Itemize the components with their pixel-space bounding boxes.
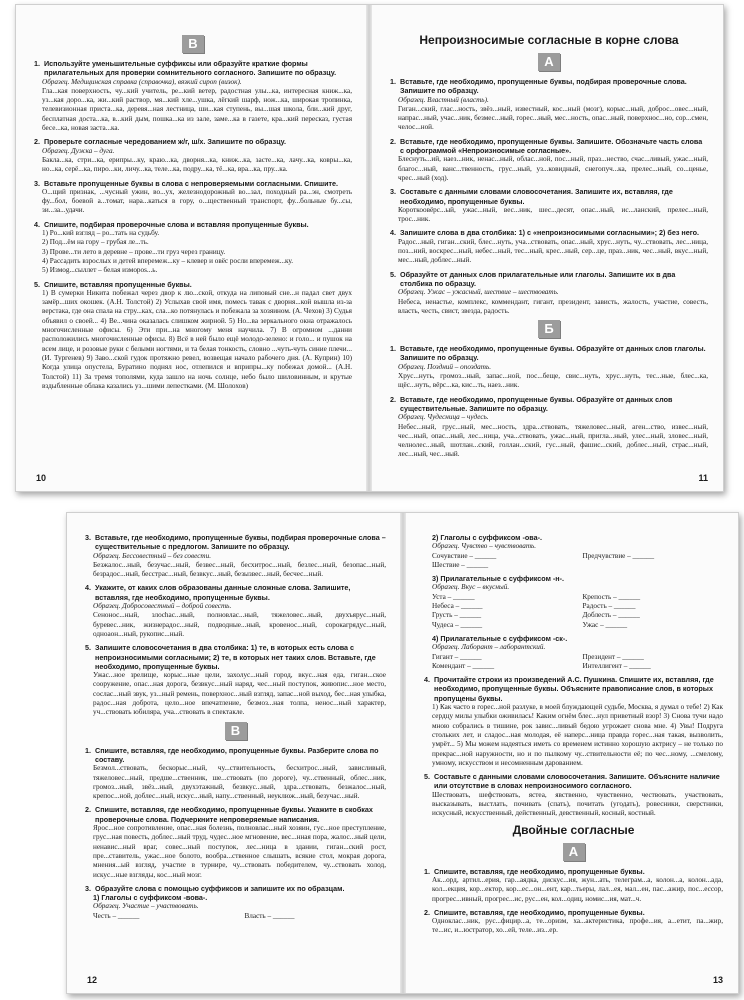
task-number: 2. [85,805,91,815]
suffix-group-4 [424,634,723,671]
task-sample: Образец. Дужка – дуга. [42,146,115,155]
task-instruction: Составьте с данными словами словосочетания. Запишите их, вставляя, где необходимо, пропущенные буквы. [400,187,673,206]
task-number: 4. [34,219,40,229]
list-item: 2) Под...ём на гору – грубая ле...ть. [42,238,149,247]
task-body: Безмол...ствовать, бескорыс...ный, чу...ствительность, бесхитрос...ный, зависливый, тяжеловес...ный, предше...ственник, ше...ствовать (по дороге), чу...ственный, облес...ник, громоз...ный, звёз...ный, двухэтажный, безвкус...ный, здра...ствовать, безжалос...ный, крепос...ной, доблес...ный, искус...ный, напу...ственный, неуклюж...ный, безучас...ный. [93,764,386,801]
fill-item: Грусть – ______ [432,611,482,620]
task-number: 3. [34,178,40,188]
task-body: Безжалос...ный, безучас...ный, безвес...ный, бесхитрос...ный, безлес...ный, безопас...ный, безрадос...ный, бесстрас...ный, безвкус...ный, безызвес...ный, бесчес...ный. [93,560,386,579]
list-item: 5) Измоg...сыллет – белая измороs...ь. [42,266,158,275]
task-sample: Образец. Доброcовестный – доброй совесть. [93,602,232,611]
fill-item: Радость – ______ [582,602,636,611]
fill-item: Уста – ______ [432,592,475,601]
task-instruction: Спишите, вставляя, где необходимо, пропущенные буквы. Укажите в скобках проверочные слова. Подчеркните непроверяемые написания. [95,805,373,824]
task-number: 1. [424,866,430,876]
task-1 [390,77,708,133]
task-b2 [390,395,708,460]
page-12 [67,513,400,993]
section-title: Двойные согласные [512,822,635,837]
task-body: Бакла...ка, стри...ка, ерипры...ку, краю...ка, дворня...ка, книж...ка, засте...ка, лачу...ка, ковры...ка, но...ка, серё...ка, пиро...ки, личу...ка, теле...ка, подру...ка, тё...ка, вра...ка, пру...ка. [42,155,352,174]
task-sample: Образец. Лаборант – лаборантский. [432,643,546,652]
page-11 [372,5,722,491]
fill-item: Чудеса – ______ [432,620,483,629]
task-instruction: Спишите, вставляя, где необходимо, пропущенные буквы. [434,907,645,917]
page-10-content [34,35,352,469]
task-body: Сенонос...ный, злоchас...ный, полновлас...ный, тяжеловес...ный, двухъярус...ный, буревес...ник, жизнерадос...ный, подводные...ный, кровенос...ный, сорокагрядус...ный, одноаон...ный, рукопис...ный. [93,611,386,638]
fill-item: Честь – ______ [93,911,140,920]
task-a2 [424,908,723,936]
task-body: Шествовать, шефствовать, ястеа, явственно, чувственно, чествовать, участвовать, высказывать, выстлать, почивать (спать), почитать (угодать), ровесники, сверстники, искусный, искусственный, действенный, девственный, косный, костный. [432,790,723,818]
task-number: 1. [390,344,396,354]
task-number: 3. [390,187,396,197]
task-instruction: Проверьте согласные чередованием ж/г, ш/х. Запишите по образцу. [44,137,286,147]
task-body: Ак...орд, артил...ерия, гар...аядка, дискус...ия, жун...ать, телеграм...а, колон...а, колон...ада, кол...екция, кор...ектор, кор...ес...он...ент, кар...тьеры, лал...ея, мал...ен, пас...ажир, пос...ессор, прогрес...ивный, прогрес...ис, рус...ен, кол...одиц, номис...ия, мат...ч. [432,875,723,903]
task-number: 2. [390,394,396,404]
task-number: 1. [85,745,91,755]
task-instruction: Образуйте слова с помощью суффиксов и запишите их по образцам. [95,883,345,893]
task-4 [85,583,386,639]
task-instruction: Используйте уменьшительные суффиксы или образуйте краткие формы прилагательных для проверки сомнительного согласного. Запишите по образцу. [44,59,337,78]
page-13-content [424,533,723,971]
task-3 [390,187,708,224]
fill-item: Предчувствие – ______ [582,551,655,560]
fill-item: Доблесть – ______ [582,611,640,620]
task-instruction: Вставьте, где необходимо, пропущенные буквы. Запишите. Обозначьте часть слова с орфограммой «Непроизносимые согласные». [400,136,703,156]
task-number: 3. [85,883,91,893]
task-2 [390,137,708,183]
fill-item: Сочувствие – ______ [432,551,497,560]
page-13 [406,513,737,993]
task-instruction: Вставьте, где необходимо, пропущенные буквы, подбирая проверочные слова – существительные с предлогом. Запишите по образцу. [95,533,386,552]
task-body: Небеса, ненастье, комплекс, коммендант, гигант, президент, зависть, жалость, участие, совесть, власть, честь, свист, звезда, радость. [398,297,708,315]
list-item: 1) Ро...кий взгляд – ро...тать на судьбу. [42,229,160,238]
fill-grid [432,593,723,630]
task-instruction: Запишите словосочетания в два столбика: 1) те, в которых есть слова с непроизносимыми согласными; 2) те, в которых нет таких слов. Вставьте, где необходимо, пропущенные буквы. [95,643,376,671]
fill-item: Президент – ______ [582,652,644,661]
list-item: 3) Прове...ти лето в деревне – прове...ти груз через границу. [42,247,226,256]
task-number: 5. [390,269,396,279]
task-body: Одноклас...ник, рус...фицир...а, те...оризм, ха...актеристика, профе...ия, а...етит, па...жир, те...ис, и...юстратор, хо...ей, теле...из...ер. [432,917,723,935]
task-subhead: 1) Глаголы с суффиксом -вова-. [93,893,208,903]
task-5 [85,643,386,717]
fill-item: Власть – ______ [244,911,295,920]
fill-grid [432,552,723,571]
task-number: 1. [390,77,396,86]
fill-item: Комендант – ______ [432,661,495,670]
task-sample: Образец. Чувство – чувствовать. [432,542,537,551]
fill-item: Шествие – ______ [432,560,489,569]
task-number: 2. [390,136,396,146]
fill-item: Небеса – ______ [432,602,483,611]
fill-item: Гигант – ______ [432,652,482,661]
fill-item: Крепость – ______ [582,592,641,601]
task-instruction: Вставьте, где необходимо, пропущенные буквы, подбирая проверочные слова. Запишите по образцу. [400,77,687,96]
page-12-content [85,533,386,971]
top-book-spread [15,4,724,492]
task-subhead: 3) Прилагательные с суффиксом -н-. [432,574,565,584]
task-instruction: Прочитайте строки из произведений А.С. Пушкина. Спишите их, вставляя, где необходимо, пропущенные буквы. Объясните правописание слов, в которых пропущены буквы. [434,675,714,703]
fill-item: Интеллигент – ______ [582,661,651,670]
task-number: 4. [390,228,396,238]
task-number: 3. [85,533,91,542]
level-badge-b: Б [538,320,560,338]
task-4 [34,220,352,276]
task-5 [390,270,708,316]
list-item: 4) Рассадить взрослых и детей вперемеж...ку – клевер и овёс росли вперемеж...ку. [42,256,294,265]
task-body: Блеснуть...ий, наез...ник, ненас...ный, облас...ной, пос...ный, праз...нество, счас...ливый, ужас...ный, благос...ный, ванс...твенность, грус...ный, уз...ковидный, снегопуч...ка, прелес...ный, со...ценье, чрес...ный (ход). [398,155,708,182]
page-number: 10 [36,473,47,483]
task-body: Радос...ный, гиган...ский, блес...нуть, уча...ствовать, опас...ный, хрус...нуть, чу...ствовать, лес...ница, поз...ний, воскрес...ный, небес...ный, тес...ный, крес...ный, сер...це, праз...ник, чес...ный, вкус...ный, мес...ный, доблес...ный. [398,237,708,265]
fill-grid [432,653,723,672]
bottom-book-spread [66,512,739,994]
task-instruction: Вставьте, где необходимо, пропущенные буквы. Образуйте от данных слов существительные. Запишите по образцу. [400,394,673,413]
task-instruction: Укажите, от каких слов образованы данные сложные слова. Запишите, вставляя, где необходимо, пропущенные буквы. [95,583,351,602]
page-11-content [390,31,708,469]
task-b1 [390,344,708,390]
page-number: 12 [87,975,98,985]
task-instruction: Спишите, вставляя пропущенные буквы. [44,279,192,289]
task-instruction: Составьте с данными словами словосочетания. Запишите. Объясните наличие или отсутствие в словах непроизносимого согласного. [434,772,720,791]
task-number: 5. [424,772,430,782]
fill-item: Ужас – ______ [582,620,628,629]
task-body: Гиган...ский, глас...ность, звёз...ный, известный, кос...ный (мозг), корыс...ный, доброс...овес...ный, напрас...ный, учас...ник, безмес...ный, горес...ный, мес...ность, опас...ный, поверхнос...но, сор...смен, челос...ной. [398,104,708,132]
task-number: 2. [34,137,40,147]
level-badge-a: А [538,53,560,71]
task-instruction: Образуйте от данных слов прилагательные или глаголы. Запишите их в два столбика по образцу. [400,269,676,288]
task-number: 5. [85,643,91,653]
level-badge-v: В [225,722,247,740]
task-3 [85,533,386,579]
task-2 [34,137,352,174]
suffix-group-3 [424,574,723,630]
task-a1 [424,867,723,904]
task-5 [34,280,352,392]
task-v3 [85,884,386,921]
task-body: О...щий признак, ...чусный ужин, во...ух, железнодорожный во...зал, походный ра...эн, смотреть фу...бол, боевой а...томат, нара...каться в гору, о...щественный транспорт, фу...больные бу...сы, зи...за...удачи. [42,187,352,215]
task-v1 [85,746,386,802]
task-number: 4. [424,675,430,685]
task-instruction: Вставьте пропущенные буквы в слова с непроверяемыми согласными. Спишите. [44,178,339,188]
page-number: 13 [712,975,723,985]
task-instruction: Запишите слова в два столбика: 1) с «непроизносимыми согласными»; 2) без него. [400,228,700,238]
fill-item [583,561,724,570]
task-number: 5. [34,279,40,289]
task-body: Гла...кая поверхность, чу...кий учитель, ре...кий ветер, радостная улы...ка, интересная книж...ка, уз...кая доро...ка, жи...кий раствор, мя...кий хле...ушка, лёгкий шарф, нож...ка, широкая тропинка, телевизионная приста...ка, деревя...ная лестница, ши...кая ступень, вы...шая школа, бли...кий друг, бесплатная доста...ка, в...кий дым, пошка...ка из зале, заме...ка в газете, кра...кий пересказ, густая бесе...ка, новая заста...ка. [42,86,352,133]
task-sample: Образец. Участие – участвовать. [93,902,199,911]
page-number: 11 [698,473,708,483]
task-subhead: 2) Глаголы с суффиксом -ова-. [432,533,542,542]
task-body: Небес...ный, грус...ный, мес...ность, здра...ствовать, тяжеловес...ный, аген...ство, извес...ный, чес...ный, опас...ный, лес...ница, уча...ствовать, ужас...ный, пригла...ный, улес...ный, зловес...ный, челнолес...ный, шотлан...ский, голлан...ский, гус...ный, фашис...ский, доблес...ный, страс...ный, лес...ный, чес...ный. [398,422,708,459]
task-subhead: 4) Прилагательные с суффиксом -ск-. [432,633,568,643]
task-instruction: Вставьте, где необходимо, пропущенные буквы. Образуйте от данных слов глаголы. Запишите по образцу. [400,344,706,363]
task-sample: Образец. Поздний – опоздать. [398,362,492,371]
task-4 [390,228,708,265]
page-10 [16,5,366,491]
task-1 [34,59,352,133]
task-3 [34,179,352,216]
task-body: 1) Как часто в горес...ной разлуке, в моей блуждающей судьбе, Москва, я думал о тебе! 2) Как сердцу милы улыбки оживилась! Каким огнём блес...нул приветный взор! 3) Снова тучи надо мною собрались в тишине, рок завис...ливый бедою угрожает снова мне. 4) Увы! Подруга стольких лет, и сладос...ная молодая, её наперс...ница правда горес...ная такая, вызволить, умрёт... 5) Мы можем надеяться иметь со временем истинно хорошую актрису – не только по прекрас...ной наружности, но и по пылкому чу...ствительности её; по чес...ному, ...смелому, умному, искусством и несомненным дарованием. [432,703,723,767]
task-5 [424,772,723,818]
task-sample: Образец. Медицинская справка (справочка), вязкий сироп (визок). [42,77,242,86]
level-badge-v: В [182,35,204,53]
fill-grid [93,912,386,921]
task-body: Короткоовёрс...ый, ужас...ный, вес...ник, шес...десят, опас...ный, ис...ланский, прелес...ный, трос...ник. [398,205,708,224]
task-v2 [85,805,386,879]
task-body: Ужас...ное зрелище, корыс...ные цели, захолус...ный город, вкус...ная еда, гиган...ское сооружение, опас...ная дорога, безвкус...ный наряд, чес...ный поступок, живопис...ное место, сослас...ный звук, уз...ный ремень, поверхнос...ный взгляд, запас...ной выход, бес...ная улыбка, радос...ная доброта, цело...ное впечатление, безмоз...ная толпа, ненос...ный характер, уч...ствовать юбиляра, уча...ствовать в спектакле. [93,671,386,717]
level-badge-a: А [563,843,585,861]
suffix-group-2 [424,533,723,570]
task-instruction: Спишите, вставляя, где необходимо, пропущенные буквы. [434,866,645,876]
task-body: 1) В сумерки Никита побежал через двор к лю...ской, откуда на липовый сне...н падал свет двух замёр...ших окошек. (А.Н. Толстой) 2) Услыхав свой имя, помесь тавак с дворня...кой вышла из-за верстака, где она спала на стру...ках, сла...ко потянулась и побежала за хозяином. (А. Чехов) 3) Судья объявил о своей... 4) Ве...чина оказалась слишком жирной. 5) Но...ва зеркального окна отражалось многочисленные офисы. 6) Эти при...на многому меня научила. 7) В огромном ...данни расположились многочисленные офисы. 8) Всё в ней было ещё молодо-зелено: и голо... и пушок на всем лице, и розовые руки с белыми ногтями, и та белая тонкость, словно ...чуть-чуть синие плечи... (И. Тургенев) 9) Заво...ской гудок протяжно ревел, возвещая начало рабочего дня. (А. Куприн) 10) Когда улица опустела, Буратино поднял нос, отлепился и вприпры...ку побежал домой... (А.Н. Толстой) 11) За тремя тополями, куда зашло на ночь солнце, небо было шиловинным, и крутые вздыбленные облака казались уз...шими лепестками. (М. Шолохов) [42,288,352,390]
task-number: 2. [424,907,430,917]
task-sample: Образец. Бессовестный – без совести. [93,551,212,560]
section-title: Непроизносимые согласные в корне слова [419,33,679,47]
task-4 [424,675,723,768]
task-instruction: Спишите, подбирая проверочные слова и вставляя пропущенные буквы. [44,219,309,229]
task-sample: Образец. Властный (власть). [398,95,489,104]
task-sample: Образец. Ужас – ужасный, шествие – шествовать. [398,288,559,297]
task-body: Хрус...нуть, громоз...ный, запас...ной, пос...беще, свис...нуть, хрус...нуть, тес...ные, блес...ка, щёс...нуть, вёрс...ка, кис...ть, наез...ник. [398,372,708,390]
task-number: 1. [34,59,40,68]
task-number: 4. [85,583,91,593]
task-body: Ярос...ное сопротивление, опас...ная болезнь, полновлас...ный хозяин, гус...ное преступление, грус...ная повесть, доблес...ный труд, чудес...ное мгновение, вес...нная пора, жалос...ный цели, ненавис...ный враг, совес...ный поступок, лес...ница в здании, гиган...ский рост, пре...ставитель, ужас...ное болото, вообра...ственное слышать, всякие стол, мокрая дорога, мнения...ый взгляд, участие в турнире, чу...ствовать победителем, чу...ствовать холод, искус...ные взгляды, кос...ный мозг. [93,824,386,879]
task-instruction: Спишите, вставляя, где необходимо, пропущенные буквы. Разберите слова по составу. [95,745,379,764]
task-sample: Образец. Чудесница – чудесь. [398,413,489,422]
task-sample: Образец. Вкус – вкусный. [432,583,510,592]
